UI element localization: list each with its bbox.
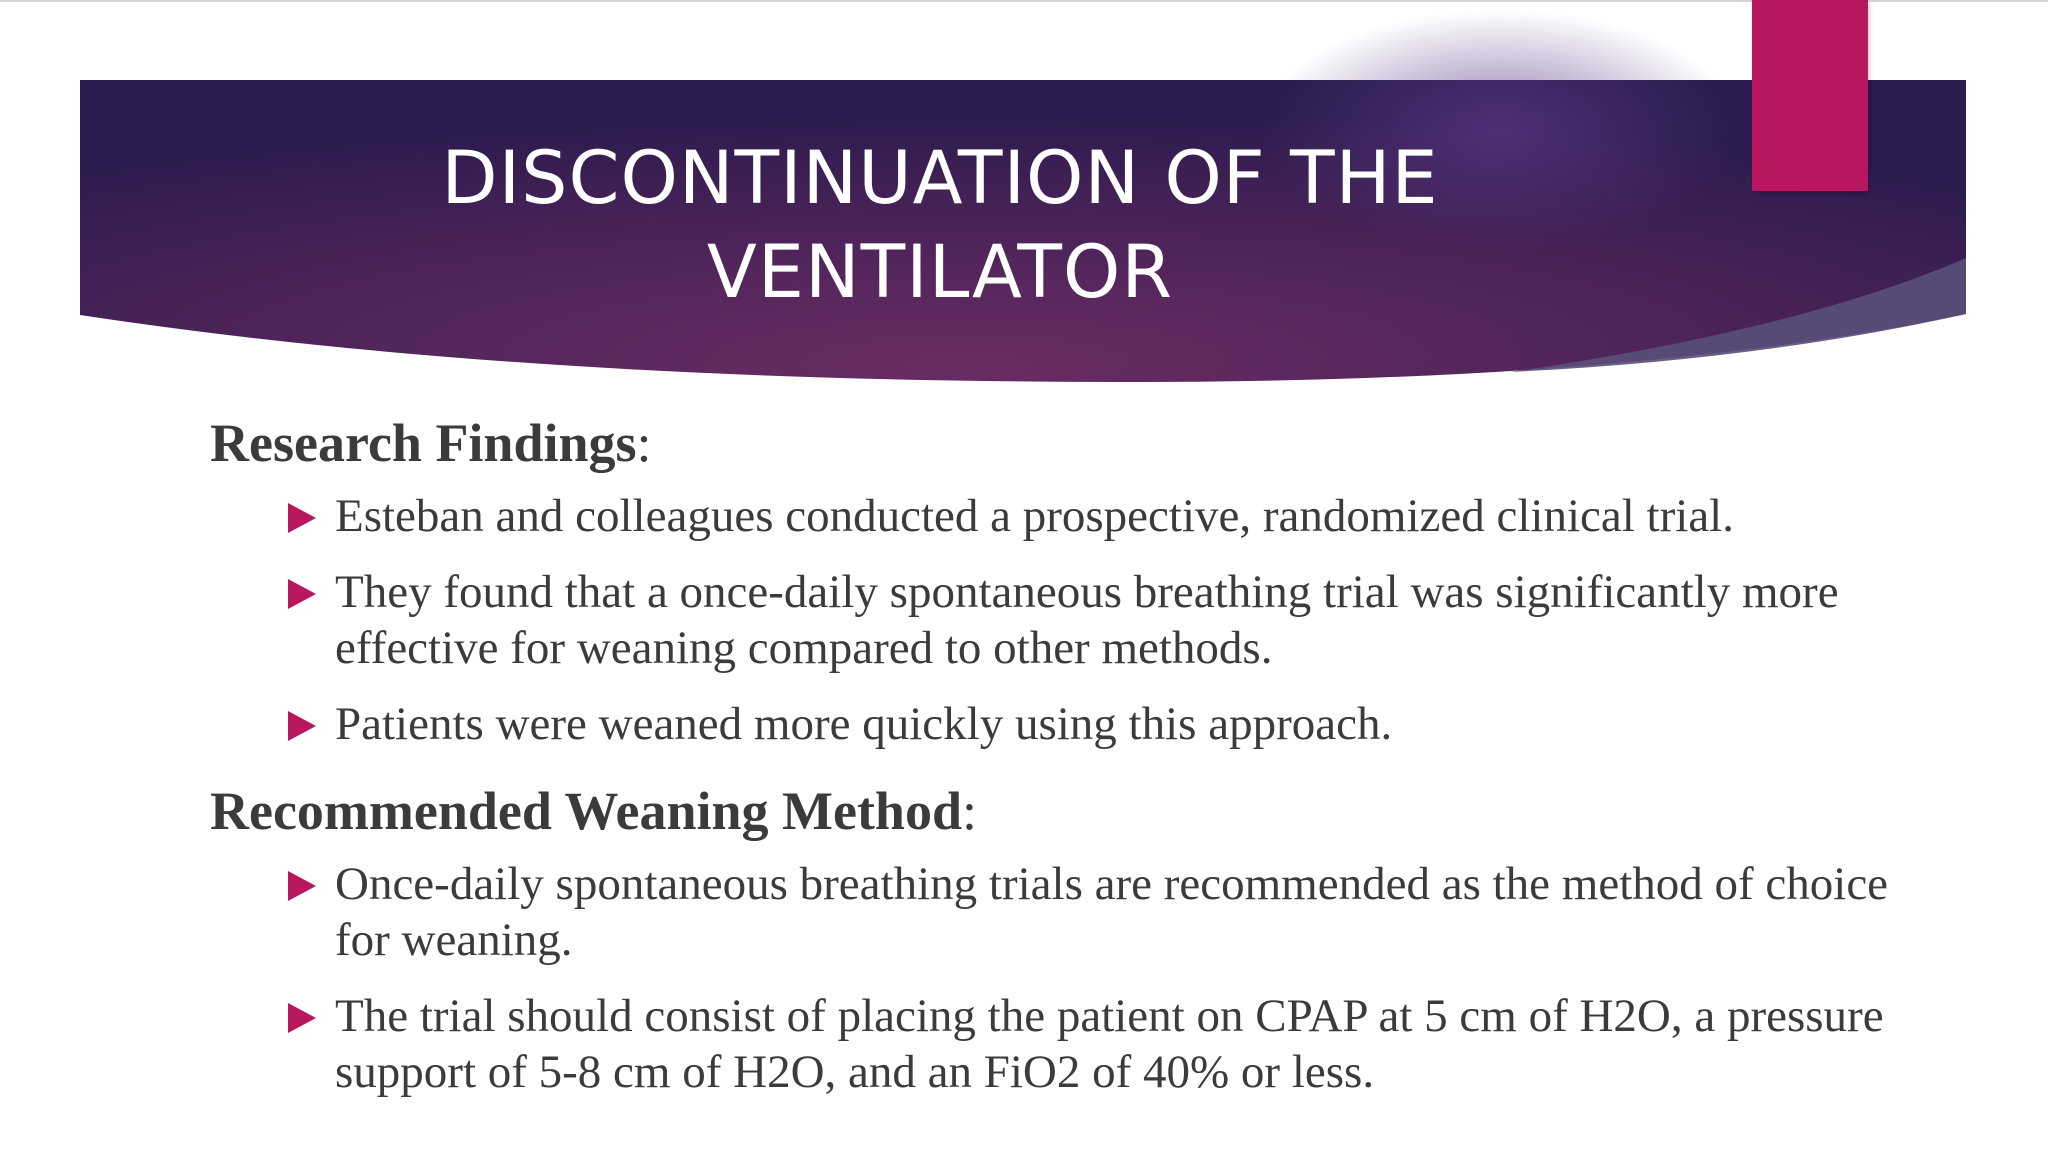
list-item (210, 488, 1920, 544)
section-heading (210, 772, 1920, 850)
bullet-text: They found that a once-daily spontaneous breathing trial was significantly more effective for weaning compared to other methods. (335, 566, 1839, 674)
bullet-text: Esteban and colleagues conducted a prospective, randomized clinical trial. (335, 490, 1734, 542)
list-item (210, 696, 1920, 752)
list-item (210, 856, 1920, 968)
slide-title-line-2: VENTILATOR (706, 230, 1174, 315)
slide-title-line-1: DISCONTINUATION OF THE (441, 136, 1439, 221)
slide-content (210, 400, 1920, 1120)
triangle-bullet-icon (288, 711, 316, 741)
triangle-bullet-icon (288, 503, 316, 533)
triangle-bullet-icon (288, 871, 316, 901)
bullet-text: Once-daily spontaneous breathing trials are recommended as the method of choice for weaning. (335, 858, 1889, 966)
bullet-text: Patients were weaned more quickly using this approach. (335, 698, 1393, 750)
bullet-list (210, 856, 1920, 1100)
accent-tab (1752, 0, 1868, 191)
slide-title (250, 132, 1630, 320)
section-heading-label: Research Findings (210, 413, 637, 473)
section-recommended-weaning-method (210, 772, 1920, 1100)
section-heading-label: Recommended Weaning Method (210, 781, 962, 841)
list-item (210, 564, 1920, 676)
list-item (210, 988, 1920, 1100)
section-heading-colon: : (962, 781, 978, 841)
bullet-list (210, 488, 1920, 752)
section-heading-colon: : (636, 413, 652, 473)
triangle-bullet-icon (288, 1003, 316, 1033)
section-heading (210, 404, 1920, 482)
triangle-bullet-icon (288, 579, 316, 609)
bullet-text: The trial should consist of placing the patient on CPAP at 5 cm of H2O, a pressure support of 5-8 cm of H2O, and an FiO2 of 40% or less. (335, 990, 1884, 1098)
section-research-findings (210, 404, 1920, 752)
